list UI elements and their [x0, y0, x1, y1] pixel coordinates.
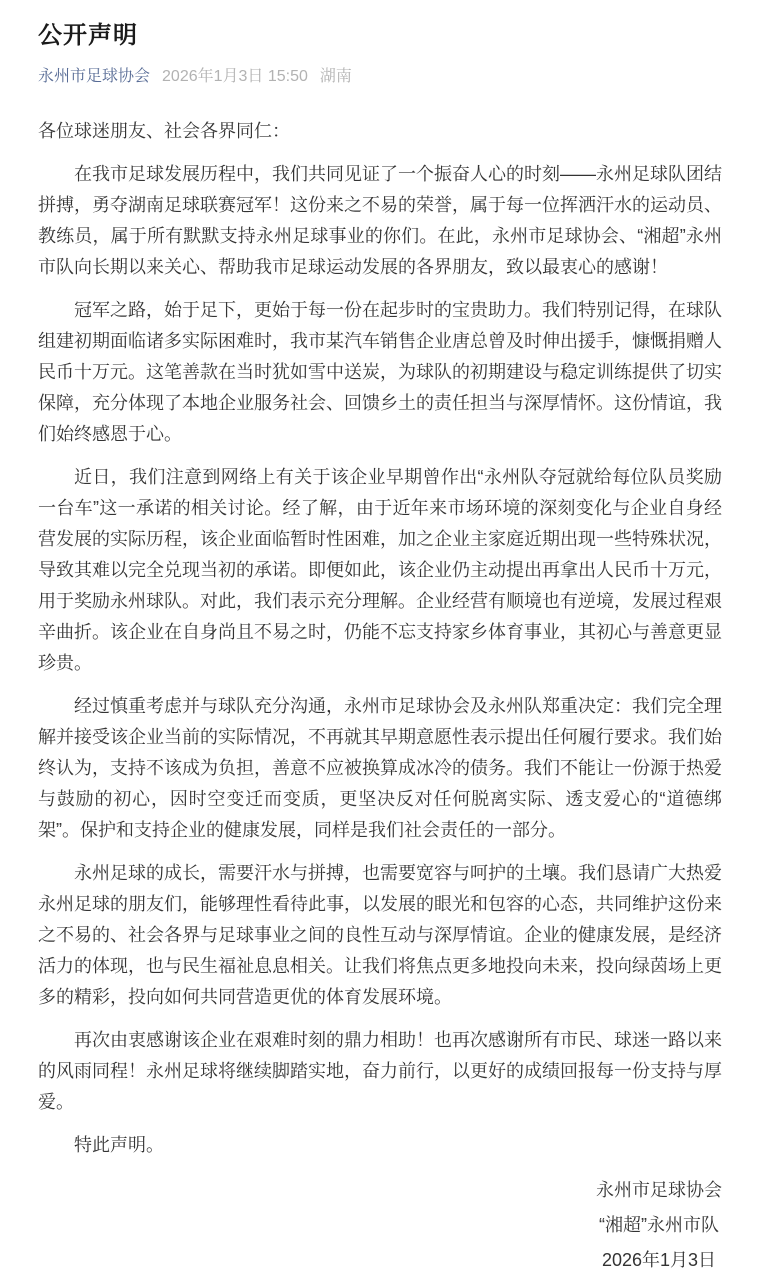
paragraph-2: 冠军之路，始于足下，更始于每一份在起步时的宝贵助力。我们特别记得，在球队组建初期面临诸多实际困难时，我市某汽车销售企业唐总曾及时伸出援手，慷慨捐赠人民币十万元。这笔善款在当时犹如雪中送炭，为球队的初期建设与稳定训练提供了切实保障，充分体现了本地企业服务社会、回馈乡土的责任担当与深厚情怀。这份情谊，我们始终感恩于心。	[38, 299, 722, 444]
paragraph-5: 永州足球的成长，需要汗水与拼搏，也需要宽容与呵护的土壤。我们恳请广大热爱永州足球的朋友们，能够理性看待此事，以发展的眼光和包容的心态，共同维护这份来之不易的、社会各界与足球事业之间的良性互动与深厚情谊。企业的健康发展，是经济活力的体现，也与民生福祉息息相关。让我们将焦点更多地投向未来，投向绿茵场上更多的精彩，投向如何共同营造更优的体育发展环境。	[38, 862, 722, 1007]
salutation: 各位球迷朋友、社会各界同仁：	[38, 120, 290, 141]
paragraph-6: 再次由衷感谢该企业在艰难时刻的鼎力相助！也再次感谢所有市民、球迷一路以来的风雨同程！永州足球将继续脚踏实地，奋力前行，以更好的成绩回报每一份支持与厚爱。	[38, 1029, 722, 1112]
publish-location: 湖南	[319, 67, 352, 85]
signature-block	[38, 1173, 724, 1274]
signature-org: 永州市足球协会	[596, 1179, 722, 1200]
paragraph-4: 经过慎重考虑并与球队充分沟通，永州市足球协会及永州队郑重决定：我们完全理解并接受该企业当前的实际情况，不再就其早期意愿性表示提出任何履行要求。我们始终认为，支持不该成为负担，善意不应被换算成冰冷的债务。我们不能让一份源于热爱与鼓励的初心，因时空变迁而变质，更坚决反对任何脱离实际、透支爱心的“道德绑架”。保护和支持企业的健康发展，同样是我们社会责任的一部分。	[38, 695, 722, 840]
signature-inner	[596, 1173, 722, 1274]
paragraph-3: 近日，我们注意到网络上有关于该企业早期曾作出“永州队夺冠就给每位队员奖励一台车”这一承诺的相关讨论。经了解，由于近年来市场环境的深刻变化与企业自身经营发展的实际历程，该企业面临暂时性困难，加之企业主家庭近期出现一些特殊状况，导致其难以完全兑现当初的承诺。即便如此，该企业仍主动提出再拿出人民币十万元，用于奖励永州球队。对此，我们表示充分理解。企业经营有顺境也有逆境，发展过程艰辛曲折。该企业在自身尚且不易之时，仍能不忘支持家乡体育事业，其初心与善意更显珍贵。	[38, 466, 722, 673]
signature-team: “湘超”永州市队	[599, 1214, 719, 1235]
signature-date: 2026年1月3日	[601, 1249, 717, 1270]
account-link[interactable]: 永州市足球协会	[38, 67, 151, 85]
page-title: 公开声明	[38, 22, 138, 49]
article-body	[38, 116, 722, 1161]
article-meta	[38, 67, 724, 86]
paragraph-1: 在我市足球发展历程中，我们共同见证了一个振奋人心的时刻——永州足球队团结拼搏，勇夺湖南足球联赛冠军！这份来之不易的荣誉，属于每一位挥洒汗水的运动员、教练员，属于所有默默支持永州足球事业的你们。在此，永州市足球协会、“湘超”永州市队向长期以来关心、帮助我市足球运动发展的各界朋友，致以最衷心的感谢！	[38, 163, 722, 277]
closing-statement: 特此声明。	[74, 1134, 164, 1155]
publish-date: 2026年1月3日 15:50	[162, 67, 308, 85]
